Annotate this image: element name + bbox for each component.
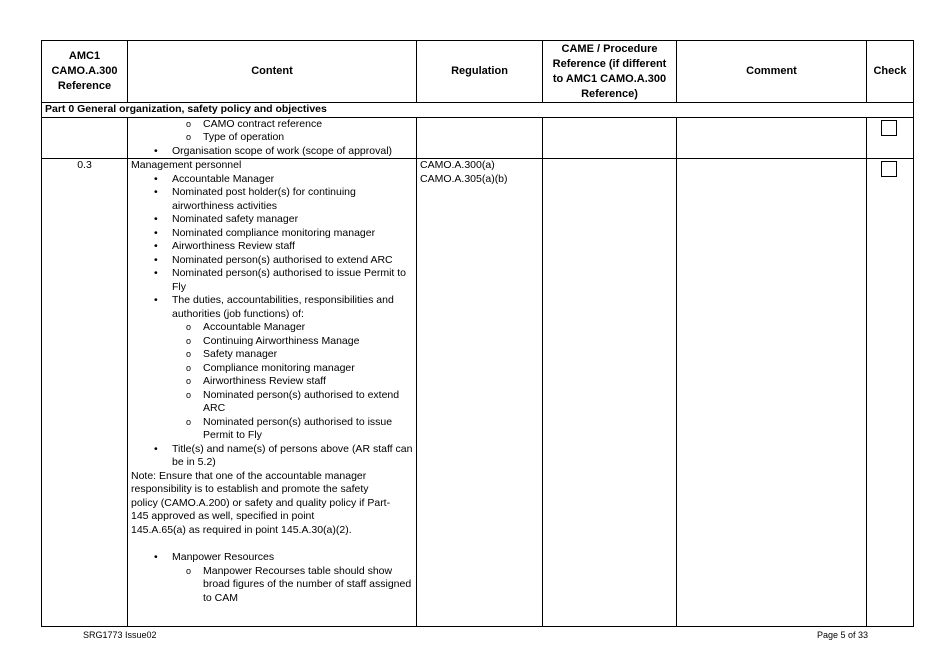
content-list xyxy=(131,551,413,605)
part-row xyxy=(42,103,914,118)
header-check: Check xyxy=(867,41,914,103)
check-box[interactable] xyxy=(881,120,897,136)
list-item: o Airworthiness Review staff xyxy=(131,375,413,389)
list-item: o Manpower Recourses table should show broad figures of the number of staff assigned to CAM xyxy=(131,565,413,606)
footer-page-number: Page 5 of 33 xyxy=(817,630,869,640)
came-reference-cell[interactable] xyxy=(543,117,677,159)
list-item: • Airworthiness Review staff xyxy=(131,240,413,254)
check-box[interactable] xyxy=(881,161,897,177)
content-cell xyxy=(128,159,417,627)
list-item: o Nominated person(s) authorised to issue Permit to Fly xyxy=(131,416,413,443)
check-cell xyxy=(867,117,914,159)
list-item: • Nominated safety manager xyxy=(131,213,413,227)
regulation-cell xyxy=(417,159,543,627)
regulation-ref: CAMO.A.300(a) xyxy=(420,159,495,171)
list-item: o Nominated person(s) authorised to extend ARC xyxy=(131,389,413,416)
comment-cell[interactable] xyxy=(677,117,867,159)
list-item: o Compliance monitoring manager xyxy=(131,362,413,376)
content-title: Management personnel xyxy=(131,159,242,171)
list-item: o CAMO contract reference xyxy=(131,118,413,132)
list-item: o Type of operation xyxy=(131,131,413,145)
check-cell xyxy=(867,159,914,627)
list-item: • Organisation scope of work (scope of approval) xyxy=(131,145,413,159)
content-cell xyxy=(128,117,417,159)
note-text: Note: Ensure that one of the accountable manager responsibility is to establish and promote the safety policy (CAMO.A.200) or safety and quality policy if Part- 145 approved as well, specified in point 145.A.65(a) as required in point 145.A.30(a)(2). xyxy=(131,469,391,536)
header-row xyxy=(42,41,914,103)
table-row xyxy=(42,159,914,627)
list-item: • Nominated person(s) authorised to issue Permit to Fly xyxy=(131,267,413,294)
list-item: o Safety manager xyxy=(131,348,413,362)
footer-doc-id: SRG1773 Issue02 xyxy=(83,630,157,640)
ref-cell: 0.3 xyxy=(42,159,128,627)
comment-cell[interactable] xyxy=(677,159,867,627)
header-comment: Comment xyxy=(677,41,867,103)
list-item: • Accountable Manager xyxy=(131,173,413,187)
list-item: • The duties, accountabilities, responsibilities and authorities (job functions) of: xyxy=(131,294,413,321)
table-row xyxy=(42,117,914,159)
list-item: o Accountable Manager xyxy=(131,321,413,335)
list-item: • Manpower Resources xyxy=(131,551,413,565)
ref-cell xyxy=(42,117,128,159)
list-item: • Nominated person(s) authorised to extend ARC xyxy=(131,254,413,268)
content-list xyxy=(131,173,413,470)
content-list xyxy=(131,118,413,159)
list-item: • Nominated compliance monitoring manager xyxy=(131,227,413,241)
header-regulation: Regulation xyxy=(417,41,543,103)
regulation-cell xyxy=(417,117,543,159)
part-title: Part 0 General organization, safety policy and objectives xyxy=(42,103,914,118)
spacer xyxy=(131,537,413,551)
list-item: o Continuing Airworthiness Manage xyxy=(131,335,413,349)
header-content: Content xyxy=(128,41,417,103)
regulation-ref: CAMO.A.305(a)(b) xyxy=(420,172,508,185)
checklist-table xyxy=(41,40,914,627)
came-reference-cell[interactable] xyxy=(543,159,677,627)
list-item: • Nominated post holder(s) for continuing airworthiness activities xyxy=(131,186,413,213)
list-item: • Title(s) and name(s) of persons above (AR staff can be in 5.2) xyxy=(131,443,413,470)
header-ref: AMC1 CAMO.A.300 Reference xyxy=(42,41,128,103)
header-came-reference: CAME / Procedure Reference (if different to AMC1 CAMO.A.300 Reference) xyxy=(543,41,677,103)
